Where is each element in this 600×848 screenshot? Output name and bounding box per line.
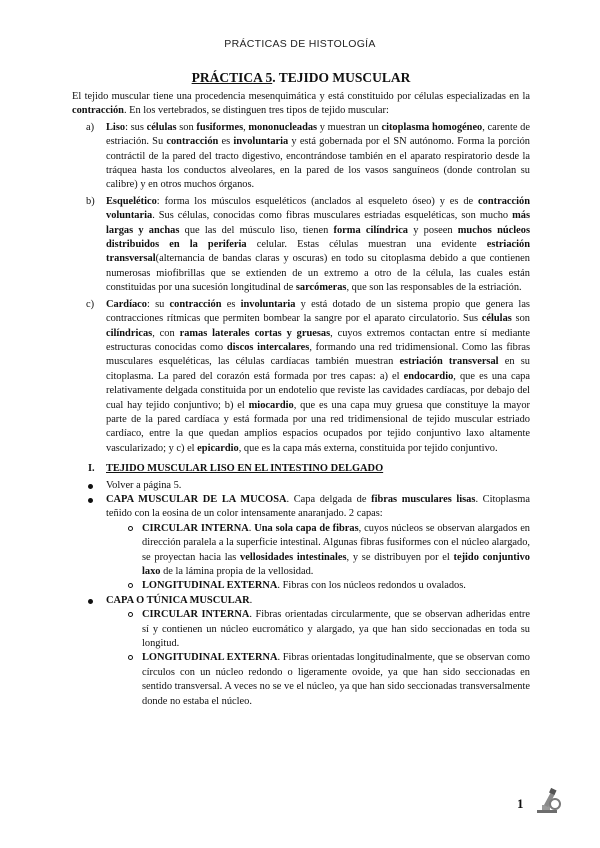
- bold-term: más largas y anchas: [106, 210, 530, 236]
- microscope-icon: [533, 786, 563, 816]
- bold-term: endocardio: [403, 370, 454, 382]
- bold-term: Cardíaco: [106, 298, 147, 310]
- text-run: , con: [152, 327, 180, 339]
- text-run: y está dotado de un sistema propio que genera las contracciones rítmicas que permiten bombear la sangre por el aparato circulatorio. Sus: [106, 298, 530, 325]
- sub-bullet-list: [106, 608, 530, 709]
- sub-bullet-item: [106, 579, 530, 593]
- text-run: son: [511, 313, 530, 325]
- section-heading: [72, 462, 530, 476]
- text-run: .: [249, 594, 253, 606]
- section-marker: I.: [88, 463, 95, 475]
- bold-term: fibras musculares lisas: [371, 493, 476, 505]
- text-run: , que es la capa más externa, constituida por tejido conjuntivo.: [238, 442, 498, 454]
- bold-term: células: [146, 121, 177, 133]
- bold-term: CAPA MUSCULAR DE LA MUCOSA: [106, 493, 287, 505]
- list-marker: b): [86, 195, 95, 207]
- text-run: . En los vertebrados, se distinguen tres tipos de tejido muscular:: [123, 105, 389, 117]
- practice-subject: . TEJIDO MUSCULAR: [272, 70, 411, 85]
- bold-term: cilíndricas: [106, 327, 153, 339]
- text-run: es: [218, 136, 234, 148]
- bold-term: muchos núcleos distribuidos en la periferia: [106, 224, 530, 251]
- bold-term: mononucleadas: [248, 121, 318, 133]
- circle-bullet-icon: [128, 612, 133, 617]
- intro-paragraph: [72, 90, 530, 119]
- bold-term: citoplasma homogéneo: [381, 121, 483, 133]
- bullet-dot-icon: [88, 484, 93, 489]
- practice-number: PRÁCTICA 5: [191, 70, 273, 85]
- bullet-item: [72, 493, 530, 594]
- bold-term: contracción: [169, 298, 222, 310]
- text-run: y muestran un: [317, 121, 382, 133]
- bold-term: epicardio: [197, 442, 239, 454]
- muscle-type-item: [72, 298, 530, 456]
- bold-term: LONGITUDINAL EXTERNA: [142, 580, 278, 592]
- text-run: . Sus células, conocidas como fibras musculares estriadas esqueléticas, son mucho: [152, 210, 513, 222]
- text-run: , formando una red tridimensional. Como las fibras musculares esqueléticas, las células cardíacas también muestran: [106, 341, 530, 368]
- bold-term: ramas laterales cortas y gruesas: [179, 327, 331, 339]
- bold-term: contracción voluntaria: [106, 195, 530, 222]
- muscle-types-list: [72, 121, 530, 456]
- text-run: celular. Estas células muestran una evidente: [246, 239, 487, 251]
- text-run: que las del músculo liso, tienen: [179, 224, 334, 236]
- text-run: .: [248, 522, 255, 534]
- bold-term: discos intercalares: [226, 341, 310, 353]
- section-bullet-list: [72, 479, 530, 710]
- text-run: , y se distribuyen por el: [346, 551, 454, 563]
- text-run: es: [221, 298, 241, 310]
- bold-term: Liso: [106, 121, 126, 133]
- text-run: . Fibras orientadas circularmente, que se observan adheridas entre sí y contienen un núcleo eucromático y alargado, ya que han sido seccionadas en toda su longitud.: [142, 609, 530, 650]
- text-run: de la lámina propia de la vellosidad.: [160, 566, 314, 577]
- text-run: , que es una capa muy gruesa que constituye la mayor parte de la pared cardíaca y está formada por una red tridimensional de tejido muscular estriado cardíaco, entre la que quedan amplios espacios ocupados por tejido conjuntivo laxo altamente vascularizado; y c) el: [106, 399, 530, 454]
- text-run: : su: [146, 298, 170, 310]
- bullet-text: [106, 494, 530, 519]
- text-run: Volver a página 5.: [106, 479, 182, 491]
- page-number: 1: [517, 796, 524, 811]
- bold-term: CIRCULAR INTERNA: [142, 609, 250, 621]
- bold-term: forma cilíndrica: [333, 224, 409, 236]
- circle-bullet-icon: [128, 526, 133, 531]
- text-run: y poseen: [408, 224, 458, 236]
- text-run: y está gobernada por el SN autónomo. Forma la porción contráctil de la pared del tracto digestivo, encontrándose también en el aparato respiratorio desde la tráquea hasta los conductos alveolares, en la pared de los vasos sanguíneos (donde controlan su calibre) y en otros muchos órganos.: [106, 136, 530, 191]
- list-marker: c): [86, 298, 95, 310]
- bold-term: contracción: [72, 105, 124, 117]
- text-run: , cuyos extremos contactan entre sí mediante estructuras conocidas como: [106, 327, 530, 353]
- sub-bullet-item: [106, 651, 530, 709]
- text-run: ,: [243, 121, 249, 133]
- bold-term: células: [481, 313, 512, 325]
- bold-term: fusiformes: [196, 121, 244, 133]
- text-run: , que son las responsables de la estriación.: [346, 282, 522, 294]
- muscle-type-item: [72, 195, 530, 296]
- bold-term: CAPA O TÚNICA MUSCULAR: [106, 594, 250, 606]
- text-run: en su citoplasma. La pared del corazón está formada por tres capas: a) el: [106, 356, 530, 382]
- bold-term: sarcómeras: [295, 282, 347, 294]
- page-title: [72, 70, 530, 86]
- text-run: son: [176, 121, 197, 133]
- bold-term: Una sola capa de fibras: [254, 522, 359, 534]
- text-run: : sus: [125, 121, 147, 133]
- sub-bullet-item: [106, 608, 530, 651]
- bullet-dot-icon: [88, 498, 93, 503]
- text-run: . Fibras con los núcleos redondos u ovalados.: [277, 580, 466, 592]
- bullet-item: [72, 594, 530, 709]
- muscle-type-item: [72, 121, 530, 193]
- bold-term: involuntaria: [233, 136, 289, 148]
- bullet-text: [106, 480, 181, 491]
- circle-bullet-icon: [128, 583, 133, 588]
- bold-term: involuntaria: [240, 298, 296, 310]
- bold-term: estriación transversal: [106, 239, 530, 265]
- bold-term: contracción: [166, 136, 219, 148]
- bold-term: CIRCULAR INTERNA: [142, 522, 249, 534]
- sub-bullet-list: [106, 522, 530, 594]
- text-run: , cuyos núcleos se observan alargados en dirección paralela a la superficie intestinal. Algunas fibras fusiformes con el núcleo alargado, se proyectan hacia las: [142, 522, 531, 563]
- text-run: . Fibras orientadas longitudinalmente, que se observan como círculos con un núcleo redondo o ligeramente ovoide, ya que han sido seccionadas en sentido transversal. A veces no se ve el núcleo, ya que han sido seccionadas transversalmente donde no estaba el núcleo.: [142, 652, 530, 707]
- document-body: [72, 70, 530, 709]
- bold-term: LONGITUDINAL EXTERNA: [142, 652, 278, 664]
- text-run: , carente de estriación. Su: [106, 121, 530, 148]
- text-run: : forma los músculos esqueléticos (anclados al esqueleto óseo) y es de: [156, 195, 479, 207]
- text-run: (alternancia de bandas claras y oscuras) en todo su citoplasma debido a que contienen numerosas miofibrillas que se extienden de un extremo a otro de la célula, las cuales están constituidas por una sucesión longitudinal de: [106, 253, 530, 294]
- bold-term: miocardio: [248, 399, 294, 411]
- text-run: El tejido muscular tiene una procedencia mesenquimática y está constituido por células especializadas en la: [72, 91, 530, 102]
- bold-term: vellosidades intestinales: [240, 551, 347, 563]
- bullet-dot-icon: [88, 599, 93, 604]
- bullet-text: [106, 595, 252, 606]
- text-run: . Capa delgada de: [286, 493, 372, 505]
- circle-bullet-icon: [128, 655, 133, 660]
- text-run: , que es una capa relativamente delgada constituida por un endotelio que reviste las cavidades cardíacas, por debajo del cual hay tejido conjuntivo; b) el: [106, 370, 530, 411]
- bold-term: tejido conjuntivo laxo: [142, 551, 530, 577]
- section-title: TEJIDO MUSCULAR LISO EN EL INTESTINO DELGADO: [106, 463, 384, 475]
- text-run: . Citoplasma teñido con la eosina de un color intensamente anaranjado. 2 capas:: [106, 493, 530, 520]
- page-header: PRÁCTICAS DE HISTOLOGÍA: [224, 38, 376, 50]
- bold-term: Esquelético: [106, 195, 157, 207]
- bullet-item: [72, 479, 530, 493]
- bold-term: estriación transversal: [399, 356, 499, 368]
- sub-bullet-item: [106, 522, 530, 580]
- list-marker: a): [86, 121, 95, 133]
